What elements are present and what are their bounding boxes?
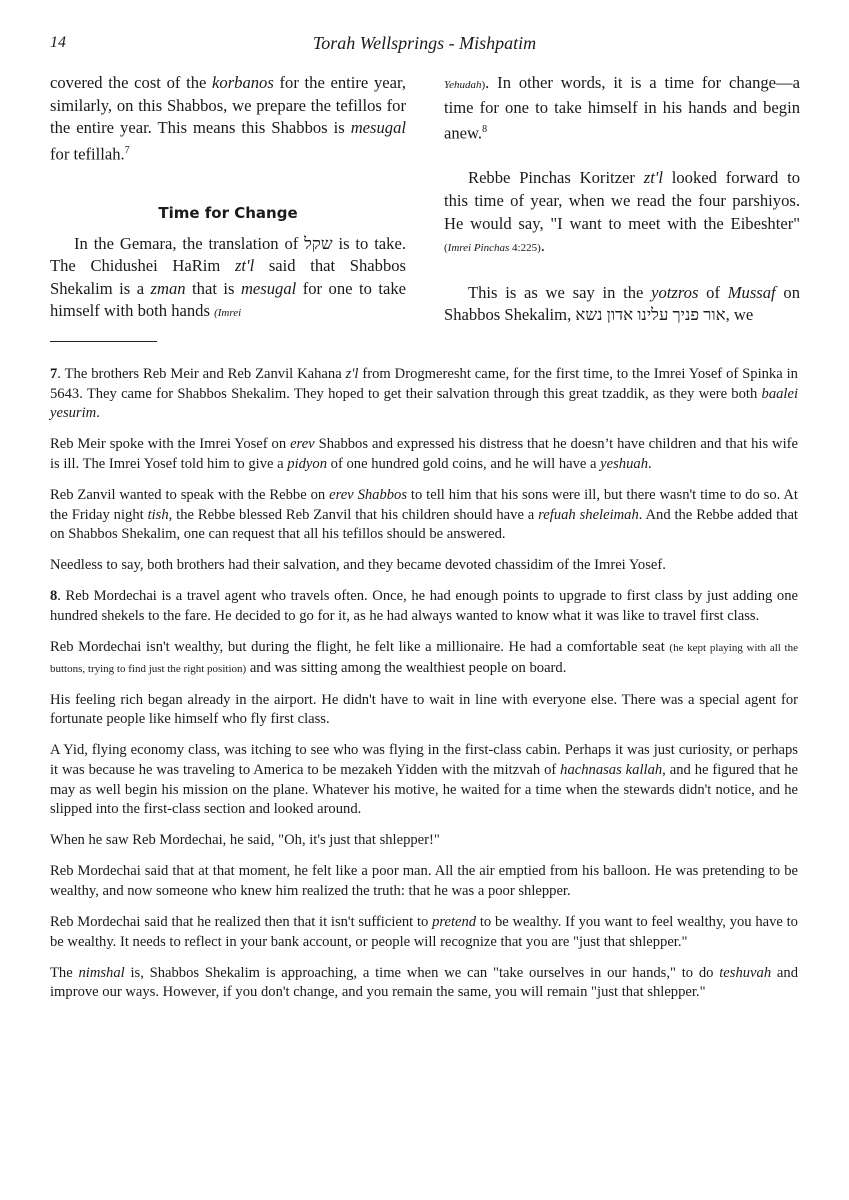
italic-term: mesugal (350, 118, 406, 138)
text-run: is to take. The Chidushei HaRim (50, 233, 406, 276)
footnote-paragraph (50, 587, 798, 626)
text-run: Reb Zanvil wanted to speak with the Rebbe on (50, 486, 330, 503)
body-paragraph (50, 233, 406, 325)
text-run: ) (481, 79, 486, 91)
italic-term: z'l (345, 366, 359, 382)
text-run: אור פניך עלינו אדון נשא (575, 305, 726, 325)
italic-term: mesugal (240, 278, 297, 298)
text-run: is, Shabbos Shekalim is approaching, a time when we can "take ourselves in our hands," to do (124, 964, 720, 981)
text-run: for tefillah. (50, 144, 125, 164)
italic-term: erev (290, 436, 315, 453)
italic-term: yotzros (651, 282, 699, 302)
text-run: Reb Mordechai said that he realized then that it isn't sufficient to (50, 914, 433, 931)
text-run: of one hundred gold coins, and he will have a (327, 455, 601, 472)
text-run: for the entire year, similarly, on this Shabbos, we prepare the tefillos for the entire year. This means this Shabbos is (50, 73, 406, 138)
footnote-number: 7 (50, 366, 58, 382)
text-run: , we (725, 305, 754, 325)
text-run: ( (444, 242, 448, 255)
right-column (444, 72, 800, 327)
italic-term: Imrei Pinchas (447, 242, 510, 255)
section-heading: Time for Change (158, 203, 298, 222)
italic-term: baalei yesurim (50, 385, 798, 422)
text-run: to be wealthy. If you want to feel wealthy, you have to be wealthy. It needs to reflect in your bank account, or people will recognize that you are "just that shlepper." (50, 914, 798, 950)
italic-term: Yehudah (444, 79, 482, 91)
text-run: When he saw Reb Mordechai, he said, "Oh, it's just that shlepper!" (50, 832, 440, 849)
text-run: Rebbe Pinchas Koritzer (468, 168, 644, 188)
text-run: . And the Rebbe added that on Shabbos Shekalim, one can request that all his tefillos should be answered. (50, 506, 798, 543)
italic-term: pretend (432, 914, 477, 931)
footnote-paragraph (50, 913, 798, 952)
text-run: . In other words, it is a time for change—a time for one to take himself in his hands and begin anew. (444, 73, 800, 143)
text-run: . The brothers Reb Meir and Reb Zanvil Kahana (57, 366, 346, 382)
text-run: Reb Mordechai isn't wealthy, but during the flight, he felt like a millionaire. He had a comfortable seat (50, 639, 670, 656)
text-run: that is (185, 278, 241, 298)
italic-term: zt'l (643, 168, 663, 188)
text-run: 4:225) (509, 242, 541, 255)
body-paragraph (444, 167, 800, 259)
italic-term: teshuvah (719, 964, 772, 981)
italic-term: tish (147, 506, 169, 523)
footnote-divider (50, 341, 157, 342)
italic-term: yeshuah (600, 455, 648, 472)
text-run: on Shabbos Shekalim, (444, 282, 800, 325)
text-run: , and he figured that he may as well begin his mission on the plane. Whatever his motive, he waited for a time when the stewards didn't notice, and he slipped into the first-class section and looked around. (50, 762, 798, 818)
text-run: Needless to say, both brothers had their salvation, and they became devoted chassidim of the Imrei Yosef. (50, 557, 666, 574)
text-run: . (540, 236, 545, 256)
text-run: from Drogmeresht came, for the first time, to the Imrei Yosef of Spinka in 5643. They came for Shabbos Shekalim. They hoped to get their salvation through this great tzaddik, as they were both (50, 366, 798, 402)
body-paragraph (444, 282, 800, 327)
body-paragraph (50, 72, 406, 166)
footnote-paragraph (50, 556, 798, 576)
text-run: The (50, 964, 79, 981)
italic-term: nimshal (78, 964, 125, 981)
italic-term: zt'l (234, 256, 255, 276)
text-run: . Reb Mordechai is a travel agent who travels often. Once, he had enough points to upgrade to first class by just adding one hundred shekels to the fare. He decided to go for it, as he had always wanted to know what it was like to travel first class. (50, 588, 798, 624)
italic-term: zman (150, 278, 186, 298)
text-run: covered the cost of the (50, 73, 213, 92)
italic-term: refuah sheleimah (538, 506, 639, 523)
text-run: In the Gemara, the translation of (74, 233, 305, 253)
footnote-paragraph (50, 862, 798, 901)
italic-term: erev Shabbos (329, 486, 408, 503)
text-run: and improve our ways. However, if you don't change, and you remain the same, you will remain "just that shlepper." (50, 964, 798, 1001)
text-run: to tell him that his sons were ill, but there wasn't time to do so. At the Friday night (50, 486, 798, 523)
footnote-paragraph (50, 831, 798, 851)
footnote-paragraph (50, 638, 798, 679)
text-run: Shabbos and expressed his distress that he doesn’t have children and that his wife is ill. The Imrei Yosef told him to give a (50, 436, 798, 472)
text-run: of (698, 282, 728, 302)
footnote-number: 8 (50, 588, 58, 605)
footnotes (50, 365, 798, 1014)
body-paragraph (444, 72, 800, 145)
text-run: שקל (304, 233, 333, 253)
footnote-paragraph (50, 741, 798, 819)
text-run: . (96, 405, 100, 422)
text-run: (he kept playing with all the buttons, trying to find just the right position) (50, 642, 798, 675)
footnote-paragraph (50, 435, 798, 474)
italic-term: hachnasas kallah (560, 762, 663, 778)
text-run: , the Rebbe blessed Reb Zanvil that his children should have a (168, 506, 539, 523)
text-run: Reb Meir spoke with the Imrei Yosef on (50, 436, 291, 453)
text-run: looked forward to this time of year, when we read the four parshiyos. He would say, "I want to meet with the Eibeshter" (444, 168, 800, 233)
text-run: Reb Mordechai said that at that moment, he felt like a poor man. All the air emptied from his balloon. He was pretending to be wealthy, and now someone who knew him realized the truth: that he was a poor shlepper. (50, 863, 798, 899)
footnote-paragraph (50, 964, 798, 1003)
text-run: His feeling rich began already in the airport. He didn't have to wait in line with everyone else. There was a special agent for fortunate people like himself who fly first class. (50, 691, 798, 728)
italic-term: Mussaf (727, 282, 776, 302)
italic-term: (Imrei (214, 307, 242, 320)
footnote-paragraph (50, 365, 798, 424)
footnote-paragraph (50, 486, 798, 545)
italic-term: pidyon (287, 455, 328, 472)
left-column (50, 72, 406, 325)
page-number: 14 (50, 34, 66, 51)
text-run: . (648, 455, 652, 472)
footnote-ref: 8 (482, 124, 488, 136)
italic-term: korbanos (212, 73, 274, 92)
text-run: A Yid, flying economy class, was itching to see who was flying in the first-class cabin. Perhaps it was just curiosity, or perhaps it was because he was traveling to America to be mezakeh Yidden with the mitzvah of (50, 742, 798, 778)
footnote-ref: 7 (124, 144, 130, 156)
text-run: This is as we say in the (468, 282, 652, 302)
footnote-paragraph (50, 691, 798, 730)
text-run: for one to take himself with both hands (50, 278, 406, 321)
text-run: and was sitting among the wealthiest people on board. (246, 659, 567, 676)
text-run: said that Shabbos Shekalim is a (50, 256, 406, 298)
running-title: Torah Wellsprings - Mishpatim (312, 33, 537, 53)
